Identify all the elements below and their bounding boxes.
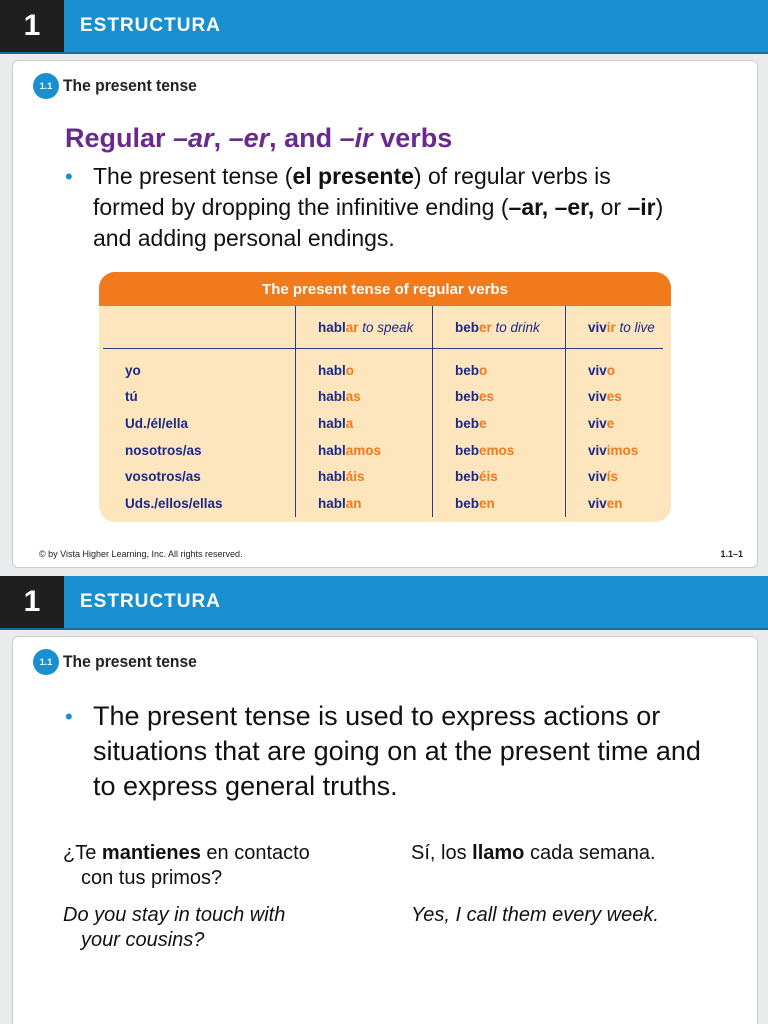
chapter-header bbox=[0, 0, 768, 54]
slide-card bbox=[12, 636, 758, 1024]
conjugation-cell: bebéis bbox=[433, 463, 566, 490]
page-number: 1.1–1 bbox=[720, 549, 743, 559]
table-header-empty bbox=[103, 306, 296, 349]
table-row bbox=[103, 349, 663, 384]
pronoun-cell: Ud./él/ella bbox=[103, 410, 296, 437]
section-label: The present tense bbox=[63, 652, 197, 671]
chapter-title: ESTRUCTURA bbox=[80, 591, 221, 612]
chapter-header bbox=[0, 576, 768, 630]
conjugation-cell: habla bbox=[296, 410, 433, 437]
slide-2 bbox=[0, 576, 768, 1024]
table-row bbox=[103, 410, 663, 437]
copyright-notice: © by Vista Higher Learning, Inc. All rights reserved. bbox=[39, 549, 243, 559]
conjugation-cell: bebemos bbox=[433, 437, 566, 464]
table-header-row bbox=[103, 306, 663, 349]
chapter-number: 1 bbox=[0, 576, 64, 628]
conjugation-cell: bebo bbox=[433, 349, 566, 384]
section-heading bbox=[33, 649, 209, 675]
pronoun-cell: Uds./ellos/ellas bbox=[103, 490, 296, 517]
slide-title: Regular –ar, –er, and –ir verbs bbox=[65, 123, 453, 153]
conjugation-cell: hablan bbox=[296, 490, 433, 517]
conjugation-cell: bebe bbox=[433, 410, 566, 437]
conjugation-cell: hablas bbox=[296, 384, 433, 411]
table-row bbox=[103, 463, 663, 490]
table-row bbox=[103, 384, 663, 411]
conjugation-cell: hablamos bbox=[296, 437, 433, 464]
verb-conjugation-table bbox=[99, 272, 671, 522]
section-heading bbox=[33, 73, 209, 99]
conjugation-cell: viven bbox=[588, 495, 623, 511]
conjugation-grid bbox=[103, 306, 663, 517]
chapter-title: ESTRUCTURA bbox=[80, 15, 221, 36]
conjugation-cell: vivís bbox=[588, 469, 619, 485]
example-question-english: Do you stay in touch with your cousins? bbox=[63, 904, 286, 951]
section-number-badge: 1.1 bbox=[33, 649, 59, 675]
pronoun-cell: vosotros/as bbox=[103, 463, 296, 490]
table-header-vivir: vivir to live bbox=[588, 319, 655, 335]
example-question-spanish: ¿Te mantienes en contacto con tus primos? bbox=[63, 842, 310, 889]
bullet-text: The present tense is used to express actions or situations that are going on at the present time and to express general truths. bbox=[93, 701, 701, 801]
table-header-hablar: hablar to speak bbox=[296, 306, 433, 349]
conjugation-cell: vive bbox=[588, 415, 615, 431]
table-row bbox=[103, 437, 663, 464]
pronoun-cell: tú bbox=[103, 384, 296, 411]
pronoun-cell: yo bbox=[103, 349, 296, 384]
bullet-point bbox=[65, 161, 685, 254]
bullet-text: The present tense (el presente) of regular verbs is formed by dropping the infinitive ending (–ar, –er, or –ir) and adding personal endings. bbox=[93, 163, 664, 251]
table-row bbox=[103, 490, 663, 517]
section-number-badge: 1.1 bbox=[33, 73, 59, 99]
conjugation-cell: vivo bbox=[588, 362, 616, 378]
bullet-icon: • bbox=[65, 164, 73, 189]
table-title: The present tense of regular verbs bbox=[99, 272, 671, 306]
slide-card bbox=[12, 60, 758, 568]
pronoun-cell: nosotros/as bbox=[103, 437, 296, 464]
chapter-number: 1 bbox=[0, 0, 64, 52]
conjugation-cell: habláis bbox=[296, 463, 433, 490]
conjugation-cell: beben bbox=[433, 490, 566, 517]
conjugation-cell: bebes bbox=[433, 384, 566, 411]
bullet-icon: • bbox=[65, 704, 73, 729]
bullet-point bbox=[65, 699, 705, 804]
example-answer-spanish: Sí, los llamo cada semana. bbox=[411, 842, 656, 864]
example-answer-english: Yes, I call them every week. bbox=[411, 904, 659, 926]
conjugation-cell: hablo bbox=[296, 349, 433, 384]
conjugation-cell: vivimos bbox=[588, 442, 639, 458]
section-label: The present tense bbox=[63, 76, 197, 95]
table-header-beber: beber to drink bbox=[433, 306, 566, 349]
conjugation-cell: vives bbox=[588, 389, 622, 405]
